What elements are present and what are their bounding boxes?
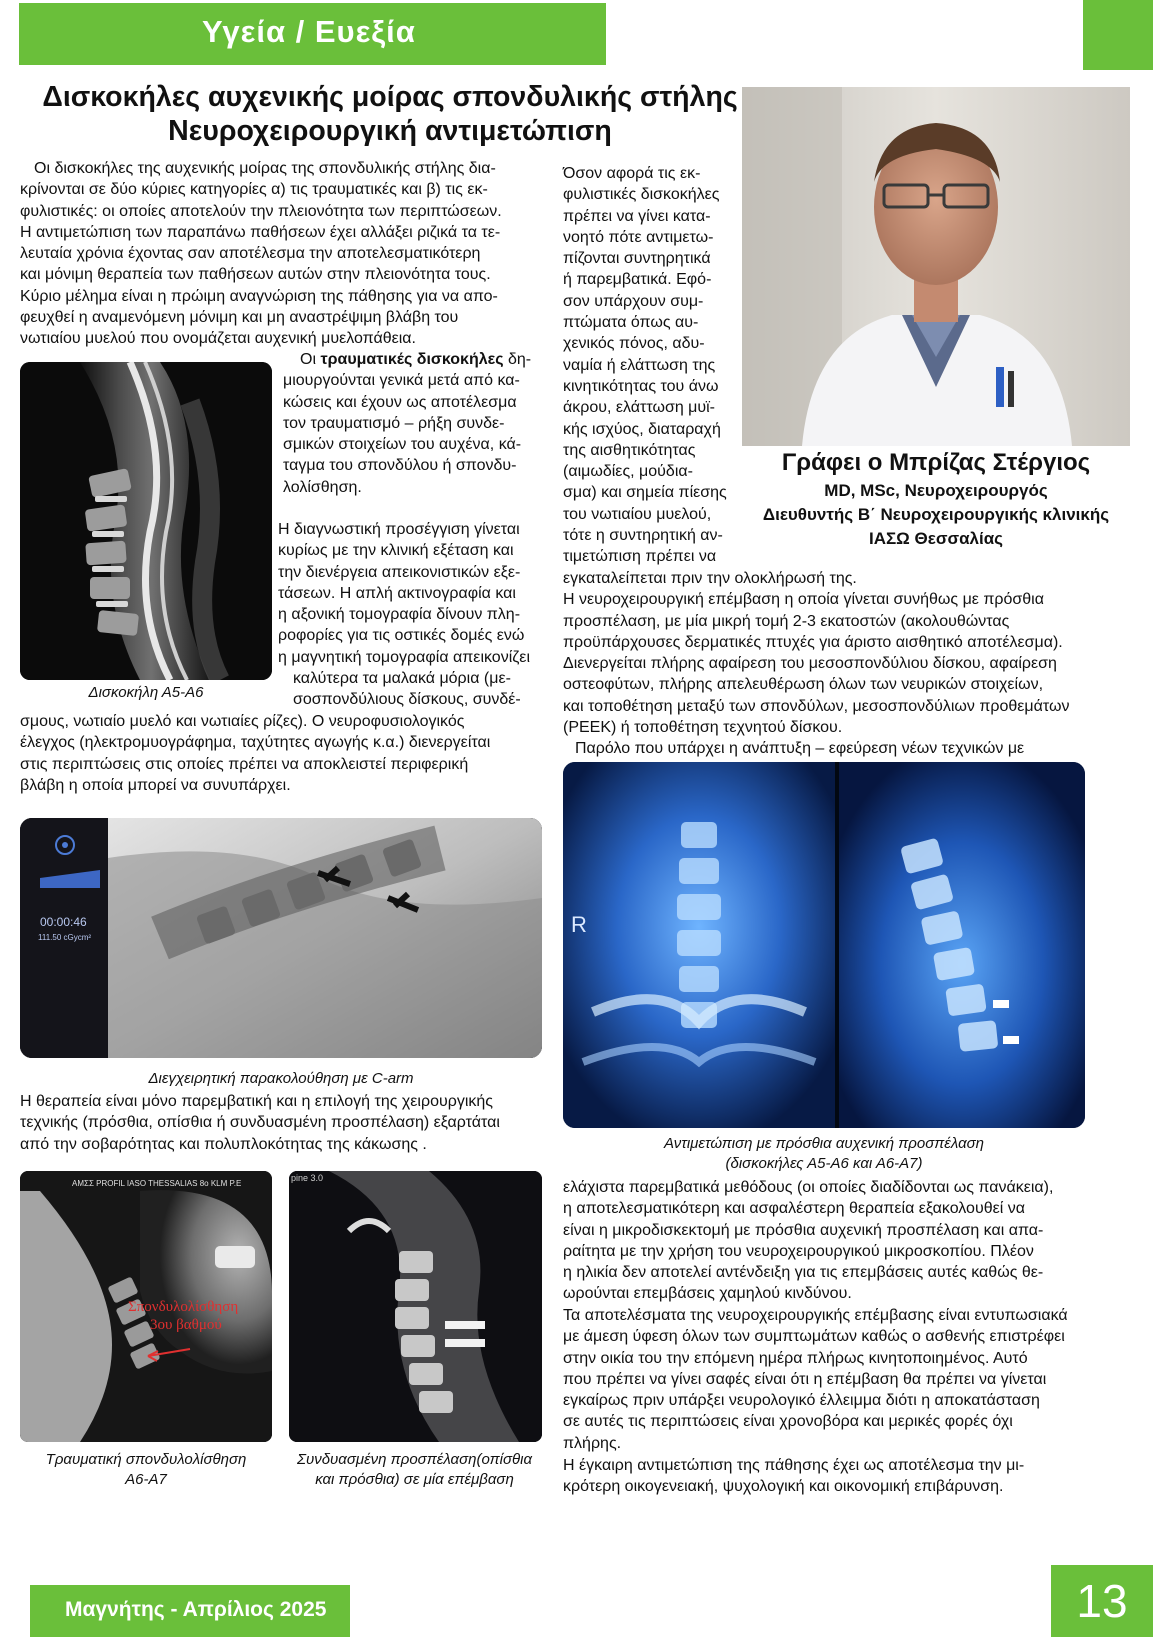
section-banner xyxy=(19,3,606,65)
text-line: (PEEK) ή τοποθέτηση τεχνητού δίσκου. xyxy=(563,719,843,737)
caption-line: Αντιμετώπιση με πρόσθια αυχενική προσπέλαση xyxy=(663,1135,985,1152)
mri-image xyxy=(20,362,272,680)
page-number: 13 xyxy=(1051,1565,1153,1637)
caption-line: (δισκοκήλες Α5-Α6 και Α6-Α7) xyxy=(725,1155,923,1172)
text-line: προσπέλαση, με μία μικρή τομή 2-3 εκατοστών (ακολουθώντας xyxy=(563,612,1010,630)
text-line: τιμετώπιση πρέπει να xyxy=(563,548,717,566)
carm-image xyxy=(20,818,542,1058)
text-line: νωτιαίου μυελού που ονομάζεται αυχενική μυελοπάθεια. xyxy=(20,330,416,348)
text-line: ταγμα του σπονδύλου ή σπονδυ- xyxy=(283,457,517,475)
text-line: Παρόλο που υπάρχει η ανάπτυξη – εφεύρεση νέων τεχνικών με xyxy=(575,740,1025,758)
text-line: ελάχιστα παρεμβατικά μεθόδους (οι οποίες διαδίδονται ως πανάκεια), xyxy=(563,1179,1054,1196)
caption-anterior xyxy=(563,1134,1085,1174)
text-line: (αιμωδίες, μούδια- xyxy=(563,463,693,481)
text-span: δη- xyxy=(503,351,532,368)
text-line: από την σοβαρότητας και πολυπλοκότητας της κάκωσης . xyxy=(20,1135,427,1153)
article-title-line1: Δισκοκήλες αυχενικής μοίρας σπονδυλικής στήλης xyxy=(42,81,738,113)
text-line: προϋπάρχουσες δερματικές πτυχές για άριστο αισθητικό αποτέλεσμα). xyxy=(563,633,1063,651)
author-photo xyxy=(742,87,1130,446)
text-line: Η θεραπεία είναι μόνο παρεμβατική και η επιλογή της χειρουργικής xyxy=(20,1093,493,1110)
text-line: που πρέπει να γίνει σαφές είναι ότι η επέμβαση θα πρέπει να γίνεται xyxy=(563,1370,1047,1388)
author-block xyxy=(742,447,1130,551)
text-line: ραίτητα με την χρήση του νευροχειρουργικού μικροσκοπίου. Πλέον xyxy=(563,1242,1034,1260)
intro-paragraph xyxy=(20,158,542,350)
text-line: φευχθεί η αναμενόμενη μόνιμη και μη αναστρέψιμη βλάβη του xyxy=(20,309,459,327)
footer-issue: Μαγνήτης - Απρίλιος 2025 xyxy=(65,1598,327,1621)
text-line: κυρίως με την κλινική εξέταση και xyxy=(278,542,514,560)
text-line: Η διαγνωστική προσέγγιση γίνεται xyxy=(278,521,520,538)
text-line: χενικός πόνος, αδυ- xyxy=(563,335,705,353)
text-line: του νωτιαίου μυελού, xyxy=(563,505,712,523)
text-line: Οι δισκοκήλες της αυχενικής μοίρας της σπονδυλικής στήλης δια- xyxy=(34,160,496,177)
text-line: σοσπονδύλιους δίσκους, συνδέ- xyxy=(293,691,521,709)
text-span: Οι xyxy=(300,351,321,368)
text-line: σε αυτές τις περιπτώσεις είναι χρονοβόρα και μερικές φορές όχι xyxy=(563,1413,1013,1431)
text-line: Όσον αφορά τις εκ- xyxy=(563,165,701,182)
corner-tab xyxy=(1083,0,1153,70)
text-line: ροφορίες για τις οστικές δομές ενώ xyxy=(278,627,525,645)
text-line: πίζονται συντηρητικά xyxy=(563,250,711,268)
diagnostic-continuation xyxy=(20,711,542,796)
text-line: σμικών στοιχείων του αυχένα, κά- xyxy=(283,436,522,454)
text-line: εγκαίρως πριν υπάρξει νευρολογικό έλλειμμα διότι η αποκατάσταση xyxy=(563,1392,1040,1410)
caption-line: και πρόσθια) σε μία επέμβαση xyxy=(315,1471,514,1488)
text-line: Διενεργείται πλήρης αφαίρεση του μεσοσπονδύλιου δίσκου, αφαίρεση xyxy=(563,655,1057,673)
caption-line: Τραυματική σπονδυλολίσθηση xyxy=(45,1451,247,1468)
surgery-paragraph xyxy=(563,568,1085,760)
text-line: ναμία ή ελάττωση της xyxy=(563,356,716,374)
text-line: τότε η συντηρητική αν- xyxy=(563,527,723,545)
caption-mri: Δισκοκήλη Α5-Α6 xyxy=(88,684,204,701)
text-line: λευταία χρόνια έχοντας σαν αποτέλεσμα την αποτελεσματικότερη xyxy=(20,245,481,263)
text-line: κρότερη οικογενειακή, ψυχολογική και οικονομική επιβάρυνση. xyxy=(563,1478,1004,1496)
text-line: σμους, νωτιαίο μυελό και νωτιαίες ρίζες). Ο νευροφυσιολογικός xyxy=(20,713,465,730)
footer-issue-bar xyxy=(30,1585,350,1637)
text-line: καλύτερα τα μαλακά μόρια (με- xyxy=(293,670,511,688)
xray-marker: R xyxy=(571,912,587,937)
text-line: πλήρης. xyxy=(563,1434,622,1452)
results-paragraph xyxy=(563,1305,1085,1454)
diagnostic-paragraph xyxy=(278,519,542,711)
anterior-xray-image xyxy=(563,762,1085,1128)
text-line: Η νευροχειρουργική επέμβαση η οποία γίνεται συνήθως με πρόσθια xyxy=(563,591,1044,609)
text-line: κώσεις και έχουν ως αποτέλεσμα xyxy=(283,393,517,411)
degenerative-paragraph xyxy=(563,163,731,568)
caption-combined xyxy=(282,1450,547,1490)
text-line: και τοποθέτηση μεταξύ των σπονδύλων, μεσοσπονδύλιων προθεμάτων xyxy=(563,697,1070,715)
timely-paragraph xyxy=(563,1455,1085,1498)
ct-label: pine 3.0 xyxy=(291,1173,324,1183)
author-name: Γράφει ο Μπρίζας Στέργιος xyxy=(781,449,1091,476)
text-line: την διενέργεια απεικονιστικών εξε- xyxy=(278,563,521,581)
text-line: άκρου, ελάττωση μυϊ- xyxy=(563,399,716,417)
text-line: πρέπει να γίνει κατα- xyxy=(563,207,711,225)
trauma-xray-image xyxy=(20,1171,272,1442)
text-line: στην οικία του την επόμενη ημέρα πλήρως κινητοποιημένος. Αυτό xyxy=(563,1349,1028,1367)
text-line: με άμεση ύφεση όλων των συμπτωμάτων καθώς ο ασθενής επιστρέφει xyxy=(563,1328,1065,1346)
text-line: και μόνιμη θεραπεία των παθήσεων αυτών στην πλειονότητα τους. xyxy=(20,266,491,284)
text-line: κρίνονται σε δύο κύριες κατηγορίες α) τις τραυματικές και β) τις εκ- xyxy=(20,181,488,199)
text-line: κινητικότητας του άνω xyxy=(563,377,719,395)
text-line: φυλιστικές δισκοκήλες xyxy=(563,186,720,204)
text-line: Κύριο μέλημα είναι η πρώιμη αναγνώριση της πάθησης για να απο- xyxy=(20,287,498,305)
text-line: νοητό πότε αντιμετω- xyxy=(563,228,714,246)
text-line: λολίσθηση. xyxy=(283,478,362,496)
text-line: φυλιστικές: οι οποίες αποτελούν την πλειονότητα των περιπτώσεων. xyxy=(20,202,502,220)
trauma-header-text: ΑΜΣΣ PROFIL IASO THESSALIAS 8o KLM P.E xyxy=(72,1179,242,1188)
author-degrees: MD, MSc, Νευροχειρουργός xyxy=(824,481,1048,500)
ct-image xyxy=(289,1171,542,1442)
text-line: της αισθητικότητας xyxy=(563,441,696,459)
trauma-label-1: Σπονδυλολίσθηση xyxy=(128,1299,239,1315)
text-line: πτώματα όπως αυ- xyxy=(563,314,699,332)
text-line: τάσεων. Η απλή ακτινογραφία και xyxy=(278,584,516,602)
author-hospital: ΙΑΣΩ Θεσσαλίας xyxy=(868,529,1004,548)
text-line: σον υπάρχουν συμ- xyxy=(563,292,704,310)
section-title: Υγεία / Ευεξία xyxy=(202,14,416,49)
trauma-label-2: 3ου βαθμού xyxy=(150,1317,222,1333)
text-line: κής ισχύος, διαταραχή xyxy=(563,420,721,438)
text-line: εγκαταλείπεται πριν την ολοκλήρωσή της. xyxy=(563,570,857,587)
text-line: τον τραυματισμό – ρήξη συνδε- xyxy=(283,414,505,432)
text-line: η μαγνητική τομογραφία απεικονίζει xyxy=(278,648,530,666)
text-line: στις περιπτώσεις στις οποίες πρέπει να αποκλειστεί περιφερική xyxy=(20,755,469,773)
minimal-invasive-paragraph xyxy=(563,1177,1085,1305)
article-title-line2: Νευροχειρουργική αντιμετώπιση xyxy=(168,115,612,147)
carm-timer: 00:00:46 xyxy=(40,915,87,929)
text-line: η αξονική τομογραφία δίνουν πλη- xyxy=(278,606,521,624)
text-line: μιουργούνται γενικά μετά από κα- xyxy=(283,372,520,390)
bold-term: τραυματικές δισκοκήλες xyxy=(320,351,504,368)
text-line: έλεγχος (ηλεκτρομυογράφημα, ταχύτητες αγωγής κ.α.) διενεργείται xyxy=(20,734,491,752)
text-line: τεχνικής (πρόσθια, οπίσθια ή συνδυασμένη προσπέλαση) εξαρτάται xyxy=(20,1114,500,1132)
caption-line: Συνδυασμένη προσπέλαση(οπίσθια xyxy=(296,1451,533,1468)
therapy-paragraph xyxy=(20,1091,542,1155)
carm-dose: 111.50 cGycm² xyxy=(38,933,92,942)
text-line: είναι η μικροδισκεκτομή με πρόσθια αυχενική προσπέλαση και απα- xyxy=(563,1221,1044,1239)
caption-line: Α6-Α7 xyxy=(125,1471,167,1488)
text-line: η ηλικία δεν αποτελεί αντένδειξη για τις επεμβάσεις αυτές καθώς θε- xyxy=(563,1264,1044,1282)
text-line: Η έγκαιρη αντιμετώπιση της πάθησης έχει ως αποτέλεσμα την μι- xyxy=(563,1457,1025,1474)
text-line: βλάβη η οποία μπορεί να συνυπάρχει. xyxy=(20,776,291,794)
text-line: σμα) και σημεία πίεσης xyxy=(563,484,727,502)
caption-trauma xyxy=(20,1450,272,1490)
text-line xyxy=(283,349,542,370)
text-line: η αποτελεσματικότερη και ασφαλέστερη θεραπεία εξακολουθεί να xyxy=(563,1200,1025,1218)
text-line: Τα αποτελέσματα της νευροχειρουργικής επέμβασης είναι εντυπωσιακά xyxy=(563,1307,1068,1324)
text-line: οστεοφύτων, πλήρης απελευθέρωση όλων των νευρικών στοιχείων, xyxy=(563,676,1044,694)
author-position: Διευθυντής Β΄ Νευροχειρουργικής κλινικής xyxy=(762,505,1110,524)
trauma-paragraph xyxy=(283,349,542,498)
text-line: Η αντιμετώπιση των παραπάνω παθήσεων έχει αλλάξει ριζικά τα τε- xyxy=(20,223,501,241)
caption-carm: Διεγχειρητική παρακολούθηση με C-arm xyxy=(148,1070,414,1087)
text-line: ή παρεμβατικά. Εφό- xyxy=(563,271,712,289)
text-line: ωρούνται επεμβάσεις χαμηλού κινδύνου. xyxy=(563,1285,852,1303)
